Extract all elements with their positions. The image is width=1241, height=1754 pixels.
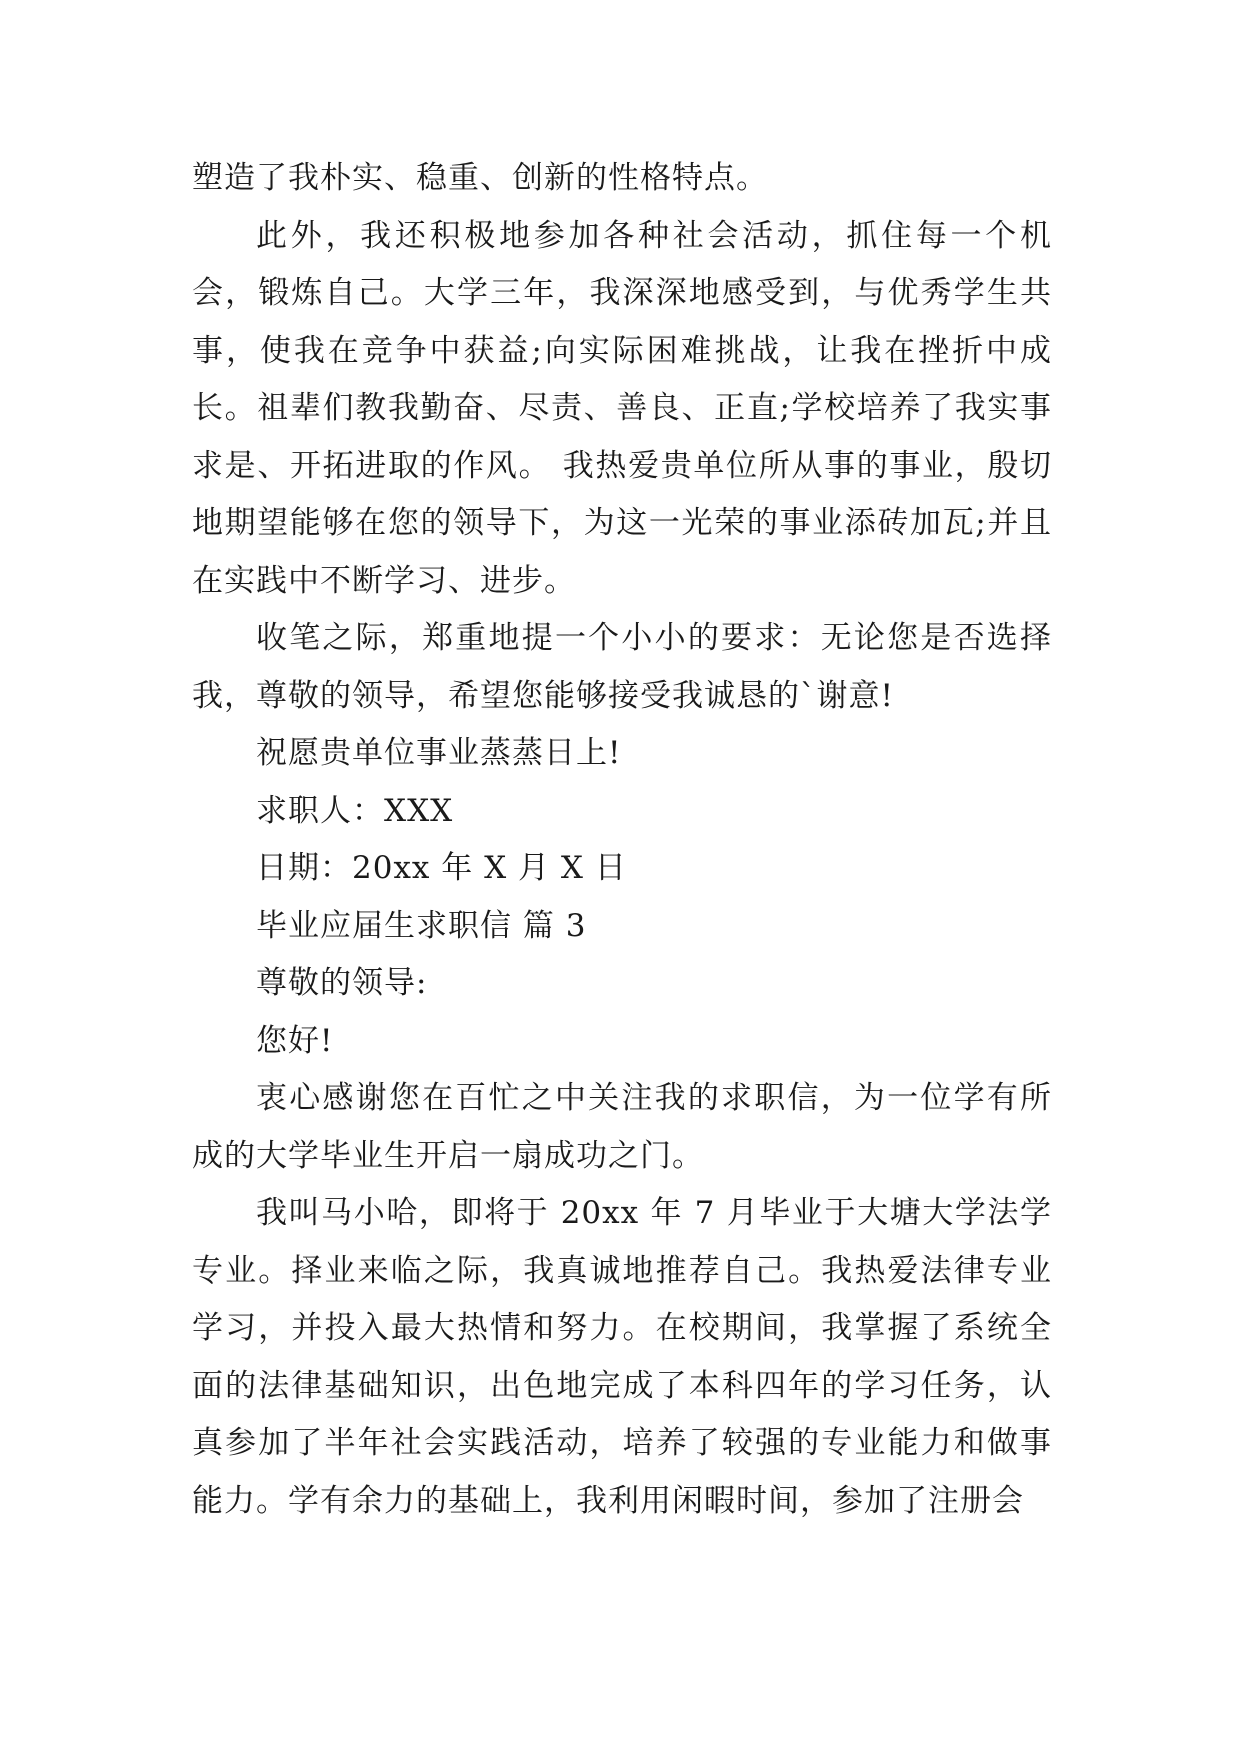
greeting: 您好!	[256, 1022, 334, 1059]
applicant-line: 求职人：XXX	[256, 792, 454, 829]
paragraph-wishes: 祝愿贵单位事业蒸蒸日上!	[256, 735, 622, 771]
paragraph-continuation: 塑造了我朴实、稳重、创新的性格特点。	[192, 160, 768, 196]
paragraph-activities: 此外，我还积极地参加各种社会活动，抓住每一个机会，锻炼自己。大学三年，我深深地感受到，与优秀学生共事，使我在竞争中获益;向实际困难挑战，让我在挫折中成长。祖辈们教我勤奋、尽责、善良、正直;学校培养了我实事求是、开拓进取的作风。 我热爱贵单位所从事的事业，殷切地期望能够在您的领导下，为这一光荣的事业添砖加瓦;并且在实践中不断学习、进步。	[192, 217, 1052, 599]
date-line: 日期：20xx 年 X 月 X 日	[256, 850, 627, 886]
section-heading: 毕业应届生求职信 篇 3	[256, 907, 587, 944]
document-body	[192, 150, 1052, 1530]
salutation: 尊敬的领导:	[256, 965, 428, 1001]
paragraph-introduction: 我叫马小哈，即将于 20xx 年 7 月毕业于大塘大学法学专业。择业来临之际，我真诚地推荐自己。我热爱法律专业学习，并投入最大热情和努力。在校期间，我掌握了系统全面的法律基础知识，出色地完成了本科四年的学习任务，认真参加了半年社会实践活动，培养了较强的专业能力和做事能力。学有余力的基础上，我利用闲暇时间，参加了注册会	[192, 1195, 1052, 1519]
paragraph-closing-request: 收笔之际，郑重地提一个小小的要求：无论您是否选择我，尊敬的领导，希望您能够接受我诚恳的`谢意!	[192, 620, 1052, 714]
paragraph-thanks: 衷心感谢您在百忙之中关注我的求职信，为一位学有所成的大学毕业生开启一扇成功之门。	[192, 1080, 1052, 1174]
